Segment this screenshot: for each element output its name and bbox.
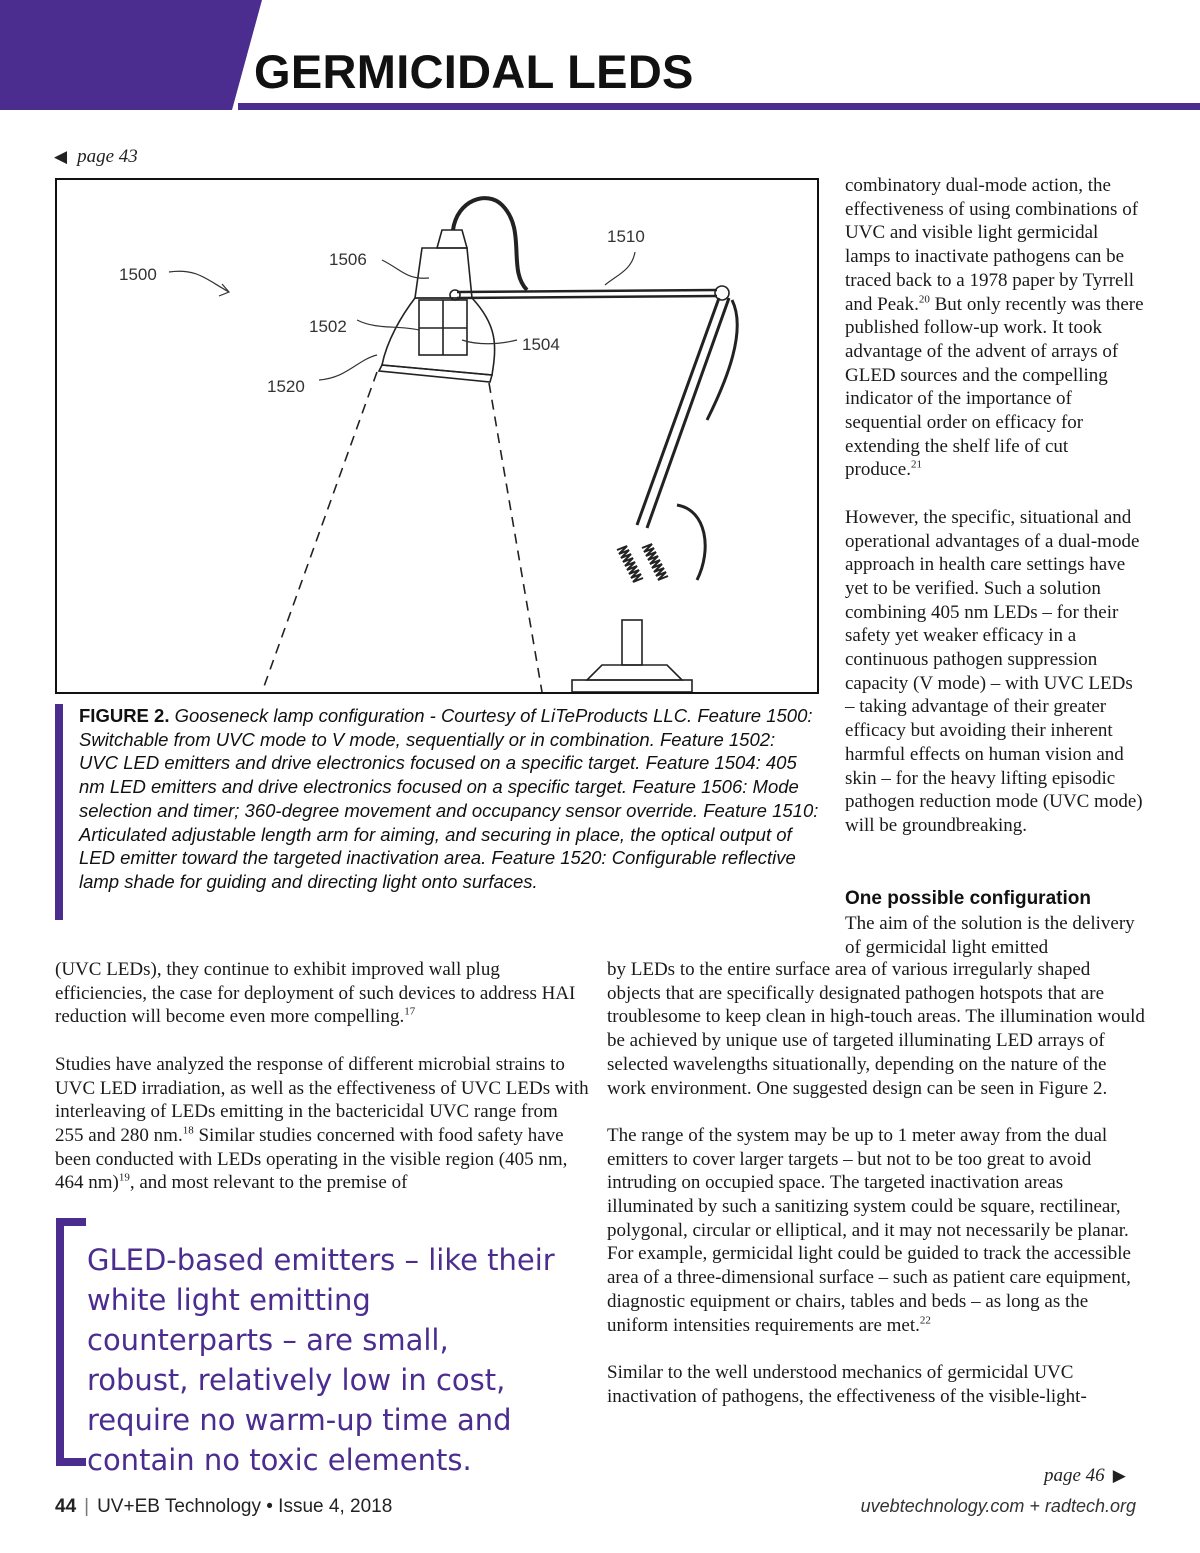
left-arrow-icon: ◀ [54,147,68,166]
caption-text-block [79,704,819,894]
continued-to[interactable] [1044,1465,1126,1487]
right-column [845,174,1145,861]
continued-to-label: page 46 [1044,1465,1105,1486]
pull-quote-bracket [56,1218,86,1466]
caption-text: Gooseneck lamp configuration - Courtesy of LiTeProducts LLC. Feature 1500: Switchable from UVC mode to V mode, sequentially or in combination. Feature 1502: UVC LED emitters and drive electronics focused on a specific target. Feature 1504: 405 nm LED emitters and drive electronics focused on a specific target. Feature 1506: Mode selection and timer; 360-degree movement and occupancy sensor override. Feature 1510: Articulated adjustable length arm for aiming, and securing in place, the optical output of LED emitter toward the targeted inactivation area. Feature 1520: Configurable reflective lamp shade for guiding and directing light onto surfaces. [79,705,819,892]
figure-caption [55,704,819,920]
caption-accent-bar [55,704,63,920]
paragraph-text: Similar studies concerned with food safety have been conducted with LEDs operating in the visible region (405 nm, 464 nm) [55,1124,568,1194]
paragraph: The aim of the solution is the delivery of germicidal light emitted [845,913,1135,958]
paragraph [845,174,1145,482]
footnote-ref[interactable]: 21 [910,459,922,472]
paragraph-text: The range of the system may be up to 1 meter away from the dual emitters to cover larger targets – but not to be too great to avoid intruding on occupied space. The targeted inactivation areas illuminated by such a sanitizing system could be square, rectilinear, polygonal, circular or elliptical, and it may not necessarily be planar. For example, germicidal light could be guided to track the accessible area of a three-dimensional surface – such as patient care equipment, diagnostic equipment or chairs, tables and beds – as long as the uniform intensities requirements are met. [607,1124,1131,1336]
header-accent-band [0,0,262,110]
continued-from-label: page 43 [77,146,138,167]
figure-gooseneck-lamp [55,178,819,694]
lamp-drawing [57,180,817,692]
callout-1500: 1500 [119,265,157,284]
footer-left [55,1496,392,1518]
callout-1504: 1504 [522,335,560,354]
paragraph-text: , and most relevant to the premise of [129,1172,408,1194]
header-rule [238,103,1200,110]
paragraph-text: (UVC LEDs), they continue to exhibit improved wall plug efficiencies, the case for deployment of such devices to address HAI reduction will become even more compelling. [55,959,576,1028]
footer-websites[interactable]: uvebtechnology.com + radtech.org [860,1496,1136,1516]
caption-label: FIGURE 2. [79,705,170,726]
paragraph-text: But only recently was there published follow-up work. It took advantage of the advent of arrays of GLED sources and the compelling indicator of the importance of sequential order on efficacy for extending the shelf life of cut produce. [845,293,1144,481]
footnote-ref[interactable]: 22 [919,1314,931,1327]
section-title: GERMICIDAL LEDS [254,45,694,98]
footnote-ref[interactable]: 19 [118,1171,130,1184]
subheading: One possible configuration [845,888,1091,909]
publication-name: UV+EB Technology • Issue 4, 2018 [97,1496,393,1517]
paragraph: However, the specific, situational and operational advantages of a dual-mode approach in health care settings have yet to be verified. Such a solution combining 405 nm LEDs – for their safety yet weaker efficacy in a continuous pathogen suppression capacity (V mode) – with UVC LEDs – taking advantage of their greater efficacy but avoiding their inherent harmful effects on human vision and skin – for the heavy lifting episodic pathogen reduction mode (UVC mode) will be groundbreaking. [845,506,1143,836]
paragraph [55,958,590,1029]
paragraph-text: Studies have analyzed the response of different microbial strains to UVC LED irradiation, as well as the effectiveness of UVC LEDs with interleaving of LEDs emitting in the bactericidal UVC range from 255 and 280 nm. [55,1053,589,1146]
continued-from[interactable] [54,146,138,168]
paragraph: by LEDs to the entire surface area of various irregularly shaped objects that are specifically designated pathogen hotspots that are troublesome to keep clean in high-touch areas. The illumination would be achieved by unique use of targeted illuminating LED arrays of selected wavelengths situationally, depending on the nature of the work environment. One suggested design can be seen in Figure 2. [607,959,1145,1099]
callout-1510: 1510 [607,227,645,246]
footnote-ref[interactable]: 18 [182,1124,194,1137]
paragraph: Similar to the well understood mechanics of germicidal UVC inactivation of pathogens, the effectiveness of the visible-light- [607,1361,1087,1407]
right-arrow-icon: ▶ [1112,1466,1126,1485]
pull-quote: GLED-based emitters – like their white light emitting counterparts – are small, robust, relatively low in cost, require no warm-up time and contain no toxic elements. [87,1243,555,1477]
footnote-ref[interactable]: 20 [918,293,930,306]
footer-divider: | [84,1496,90,1517]
paragraph [55,1053,590,1195]
paragraph [607,1124,1145,1337]
main-column [607,958,1145,1432]
left-column [55,958,590,1219]
callout-1520: 1520 [267,377,305,396]
callout-1506: 1506 [329,250,367,269]
callout-1502: 1502 [309,317,347,336]
footnote-ref[interactable]: 17 [404,1006,416,1019]
page-number: 44 [55,1496,77,1517]
paragraph-text: combinatory dual-mode action, the effectiveness of using combinations of UVC and visible light germicidal lamps to inactivate pathogens can be traced back to a 1978 paper by Tyrrell and Peak. [845,175,1139,315]
